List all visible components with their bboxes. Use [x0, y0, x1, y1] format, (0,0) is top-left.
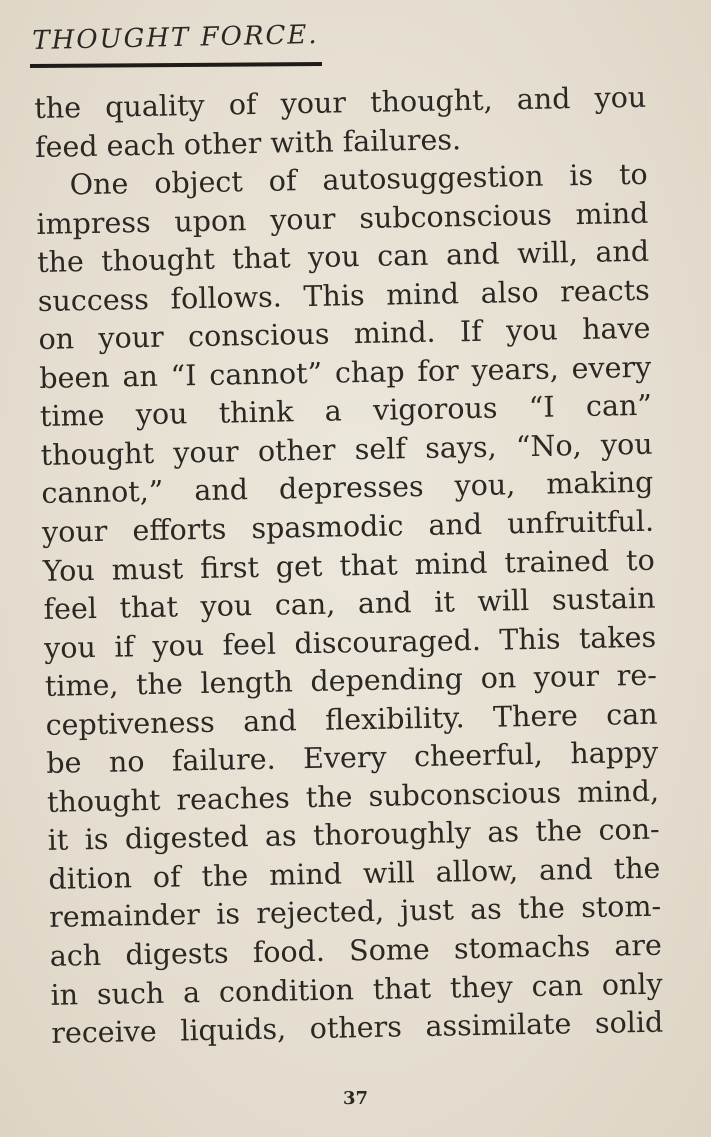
text-line: remainder is rejected, just as the stom-	[48, 890, 662, 935]
page-number: 37	[342, 1088, 369, 1109]
text-line: it is digested as thoroughly as the con-	[47, 813, 660, 858]
text-line: thought your other self says, “No, you	[40, 427, 653, 472]
text-line: impress upon your subconscious mind	[36, 196, 649, 241]
text-line: you if you feel discouraged. This takes	[43, 620, 657, 665]
text-line: dition of the mind will allow, and the	[48, 851, 661, 896]
text-line: time you think a vigorous “I can”	[39, 389, 653, 434]
text-line: receive liquids, others assimilate solid	[50, 1005, 664, 1050]
body-text	[34, 79, 664, 1054]
text-line: the quality of your thought, and you	[34, 80, 647, 125]
text-line: your efforts spasmodic and unfruitful.	[41, 504, 655, 549]
text-line: be no failure. Every cheerful, happy	[46, 735, 659, 781]
header-rule	[30, 62, 322, 68]
running-head: THOUGHT FORCE.	[32, 20, 319, 56]
text-line: One object of autosuggestion is to	[69, 157, 648, 202]
text-line: been an “I cannot” chap for years, every	[38, 350, 652, 395]
text-line: ach digests food. Some stomachs are	[49, 928, 663, 973]
text-line: thought reaches the subconscious mind,	[46, 774, 660, 819]
text-line: in such a condition that they can only	[50, 967, 663, 1012]
text-line: feel that you can, and it will sustain	[43, 581, 656, 627]
text-line: feed each other with failures.	[34, 122, 462, 164]
text-line: on your conscious mind. If you have	[38, 312, 651, 357]
text-line: ceptiveness and flexibility. There can	[45, 697, 658, 742]
text-line: success follows. This mind also reacts	[37, 273, 651, 318]
text-line: You must first get that mind trained to	[42, 543, 656, 588]
text-line: cannot,” and depresses you, making	[41, 466, 654, 511]
text-line: time, the length depending on your re-	[44, 658, 658, 704]
text-line: the thought that you can and will, and	[36, 234, 650, 280]
